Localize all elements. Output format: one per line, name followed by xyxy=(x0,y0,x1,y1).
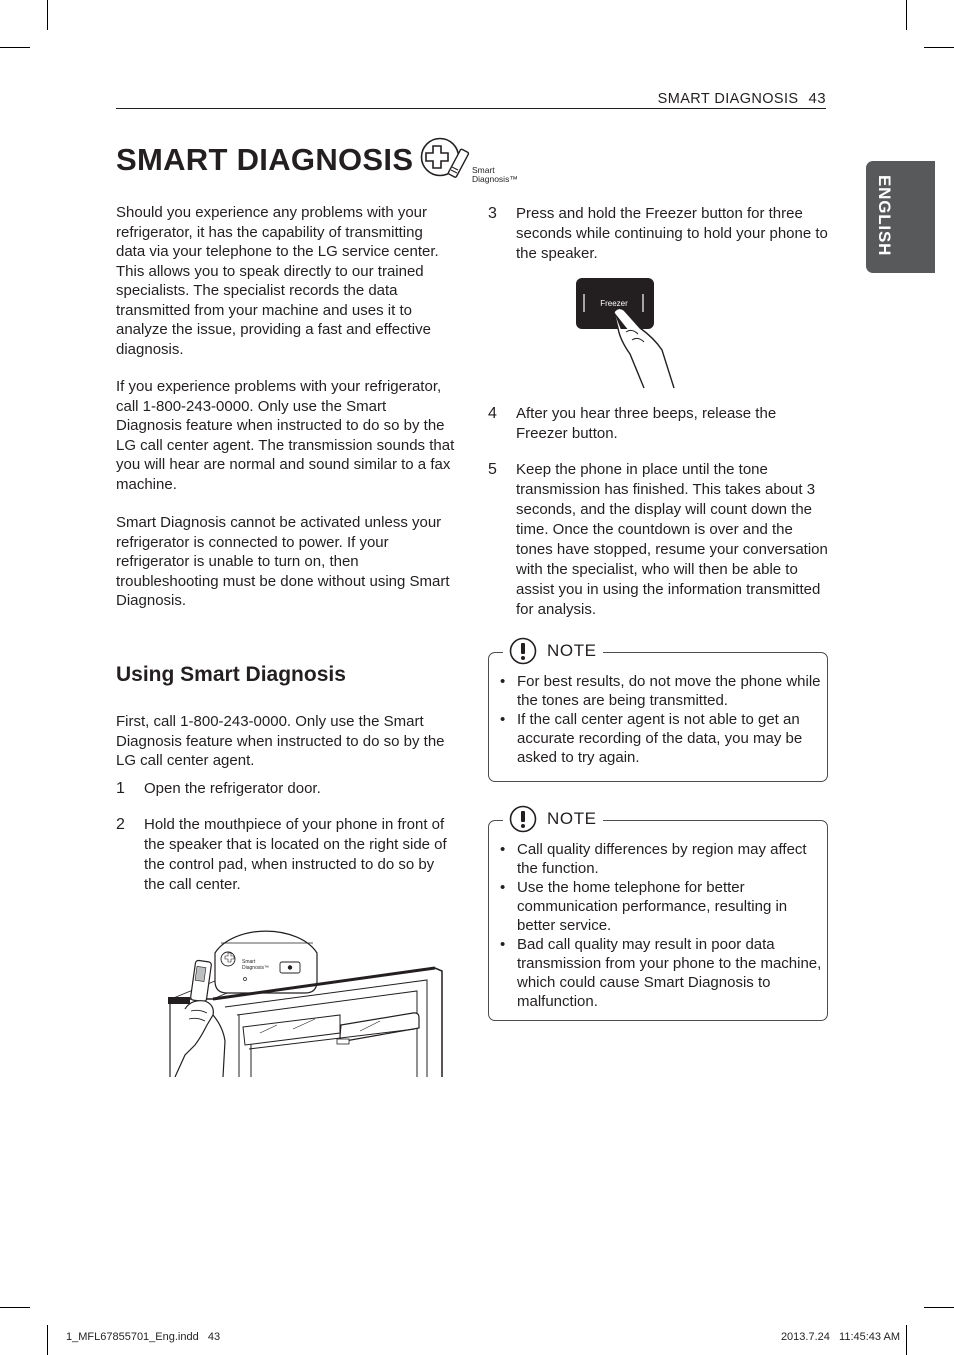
step-item xyxy=(488,460,828,620)
fridge-phone-illustration xyxy=(165,915,445,1077)
step-text: Open the refrigerator door. xyxy=(144,780,321,797)
crop-mark xyxy=(0,1307,30,1308)
warning-exclamation-icon xyxy=(509,637,537,665)
note-box xyxy=(488,641,828,782)
running-header xyxy=(560,90,826,107)
language-tab-label: ENGLISH xyxy=(875,175,894,257)
crop-mark xyxy=(924,1307,954,1308)
page-title: SMART DIAGNOSIS xyxy=(116,142,414,177)
step-item xyxy=(488,404,828,444)
step-text: After you hear three beeps, release the Freezer button. xyxy=(516,405,777,442)
note-list xyxy=(489,672,827,767)
callout-logo-line1: Smart xyxy=(242,959,256,965)
running-header-section: SMART DIAGNOSIS xyxy=(657,91,799,107)
footer-filename: 1_MFL67855701_Eng.indd 43 xyxy=(66,1331,221,1343)
step-item xyxy=(116,815,456,895)
note-header xyxy=(503,637,603,665)
step-item xyxy=(116,779,456,799)
freezer-button-label: Freezer xyxy=(600,299,628,308)
warning-exclamation-icon xyxy=(509,805,537,833)
logo-text-line1: Smart xyxy=(472,165,495,175)
step-number: 5 xyxy=(488,461,497,478)
note-label: NOTE xyxy=(547,809,597,828)
using-intro: First, call 1-800-243-0000. Only use the Smart Diagnosis feature when instructed to do so by the LG call center agent. xyxy=(116,713,445,769)
intro-paragraph: Should you experience any problems with your refrigerator, it has the capability of transmitting data via your telephone to the LG service center. This allows you to speak directly to our trained specialists. The specialist records the data transmitted from your machine and uses it to analyze the issue, providing a fast and effective diagnosis. xyxy=(116,204,439,358)
note-header xyxy=(503,805,603,833)
cross-phone-icon xyxy=(422,139,469,178)
page-number: 43 xyxy=(808,90,826,107)
intro-paragraph: Smart Diagnosis cannot be activated unless your refrigerator is connected to power. If your refrigerator is unable to turn on, then troubleshooting must be done without using Smart Diagnosis. xyxy=(116,514,450,609)
crop-mark xyxy=(924,47,954,48)
step-text: Keep the phone in place until the tone transmission has finished. This takes about 3 seconds, and the display will count down the time. Once the countdown is over and the tones have stopped, resume your conversation with the specialist, who will then be able to assist you in using the information transmitted for analysis. xyxy=(516,461,828,618)
note-label: NOTE xyxy=(547,641,597,660)
note-item: • Call quality differences by region may affect the function. xyxy=(489,840,827,878)
intro-paragraph: If you experience problems with your refrigerator, call 1-800-243-0000. Only use the Smart Diagnosis feature when instructed to do so by the LG call center agent. The transmission sounds that you will hear are normal and sound similar to a fax machine. xyxy=(116,378,455,493)
smart-diagnosis-logo xyxy=(418,136,520,188)
note-item: • Bad call quality may result in poor data transmission from your phone to the machine, which could cause Smart Diagnosis to malfunction. xyxy=(489,935,827,1011)
step-item xyxy=(488,204,828,264)
crop-mark xyxy=(0,47,30,48)
freezer-button-illustration xyxy=(574,276,684,392)
note-item: • Use the home telephone for better communication performance, resulting in better service. xyxy=(489,878,827,935)
note-list xyxy=(489,840,827,1011)
crop-mark xyxy=(906,1325,907,1355)
logo-text-line2: Diagnosis™ xyxy=(472,174,518,184)
footer-timestamp: 2013.7.24 11:45:43 AM xyxy=(780,1331,900,1343)
note-item: • If the call center agent is not able to get an accurate recording of the data, you may be asked to try again. xyxy=(489,710,827,767)
language-tab xyxy=(866,161,935,273)
step-number: 4 xyxy=(488,405,497,422)
section-heading: Using Smart Diagnosis xyxy=(116,663,346,686)
crop-mark xyxy=(47,0,48,30)
note-box xyxy=(488,809,828,1021)
crop-mark xyxy=(47,1325,48,1355)
step-number: 3 xyxy=(488,205,497,222)
crop-mark xyxy=(906,0,907,30)
step-text: Hold the mouthpiece of your phone in front of the speaker that is located on the right side of the control pad, when instructed to do so by the call center. xyxy=(144,816,447,893)
step-text: Press and hold the Freezer button for three seconds while continuing to hold your phone to the speaker. xyxy=(516,205,828,262)
note-item: • For best results, do not move the phone while the tones are being transmitted. xyxy=(489,672,827,710)
step-number: 1 xyxy=(116,780,125,797)
callout-logo-line2: Diagnosis™ xyxy=(242,965,269,971)
header-rule xyxy=(116,108,826,109)
step-number: 2 xyxy=(116,816,125,833)
